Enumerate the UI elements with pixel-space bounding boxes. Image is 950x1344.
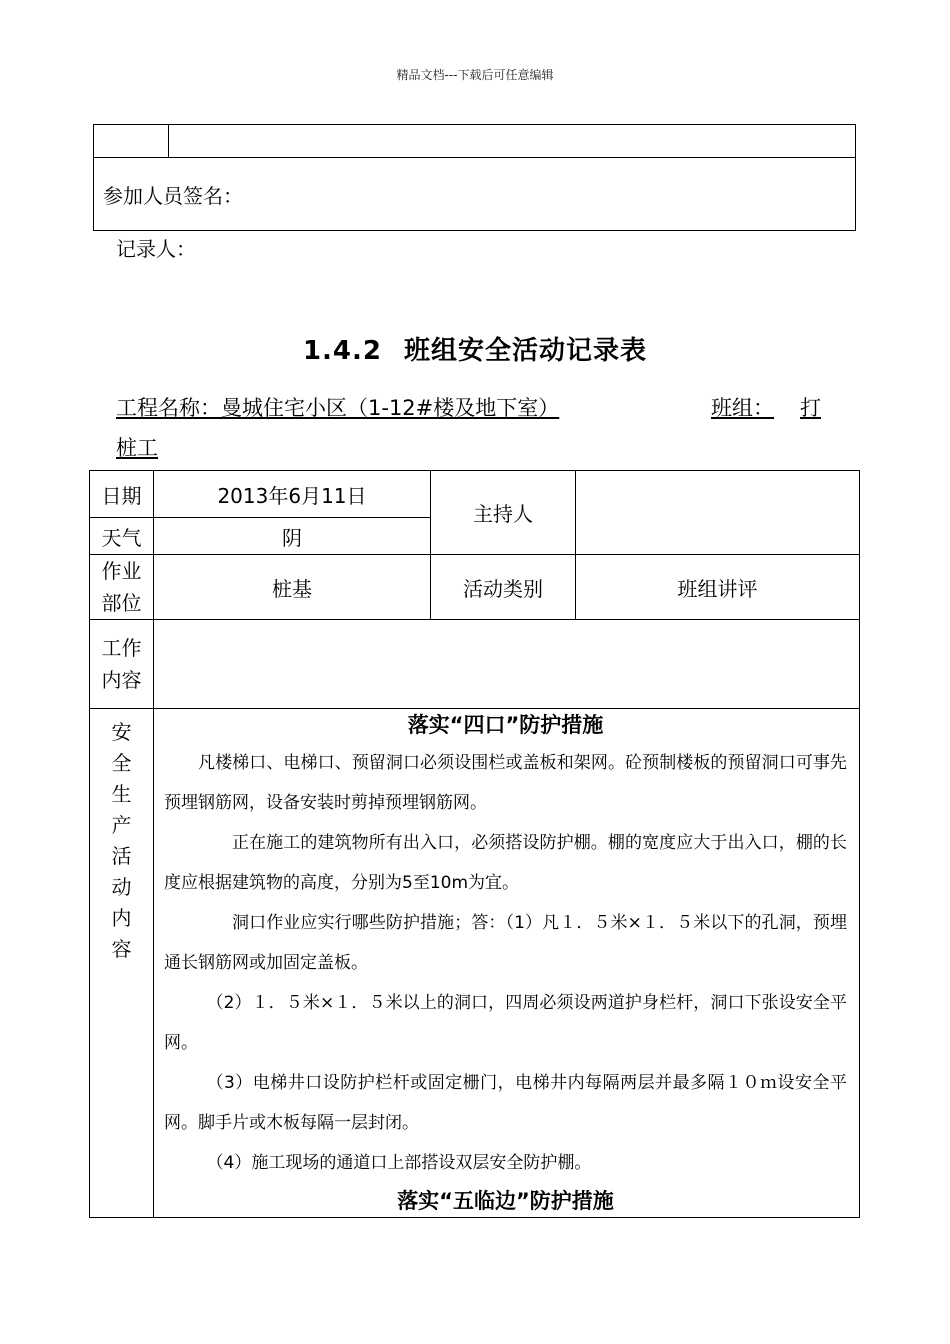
date-value: 2013年6月11日 [217,483,367,508]
section-title-five-edges: 落实“五临边”防护措施 [397,1189,614,1213]
signature-table [93,124,856,231]
weather-value: 阴 [282,525,302,550]
content-paragraph: （3）电梯井口设防护栏杆或固定栅门，电梯井内每隔两层并最多隔１０ｍ设安全平网。脚手片或木板每隔一层封闭。 [164,1073,847,1133]
work-value-cell [154,620,860,709]
date-label-cell [90,471,154,518]
team-value-part1: 打 [800,396,821,420]
weather-label-cell [90,518,154,555]
team-label: 班组： [711,396,774,420]
safety-label-char: 活 [111,844,132,868]
host-label: 主持人 [473,502,533,526]
safety-content-cell [154,709,860,1218]
location-value-cell [154,555,431,620]
location-label-cell [90,555,154,620]
team-value-part2: 桩工 [116,436,158,460]
location-label-line1: 作业 [101,559,142,583]
blank-cell [94,125,169,158]
work-label-line2: 内容 [101,668,142,692]
safety-label-char: 容 [111,937,132,961]
title-number: 1.4.2 [302,336,382,366]
team-info [711,388,821,428]
section-title-four-openings: 落实“四口”防护措施 [407,713,604,737]
activity-type-value-cell [576,555,860,620]
safety-label-char: 安 [111,720,132,744]
content-paragraph: 正在施工的建筑物所有出入口，必须搭设防护棚。棚的宽度应大于出入口，棚的长度应根据建筑物的高度，分别为5至10m为宜。 [164,833,847,893]
safety-activity-table [89,470,860,1218]
title-text: 班组安全活动记录表 [404,336,648,366]
content-paragraph: 洞口作业应实行哪些防护措施；答：（1）凡１．５米×１．５米以下的孔洞，预埋通长钢筋网或加固定盖板。 [164,913,847,973]
content-paragraph: （4）施工现场的通道口上部搭设双层安全防护棚。 [206,1153,592,1173]
safety-content-label-cell [90,709,154,1218]
activity-type-label-cell [431,555,576,620]
content-paragraph: 凡楼梯口、电梯口、预留洞口必须设围栏或盖板和架网。砼预制楼板的预留洞口可事先预埋钢筋网，设备安装时剪掉预埋钢筋网。 [164,753,847,813]
location-value: 桩基 [272,576,312,601]
recorder-label: 记录人： [116,237,196,261]
host-value-cell [576,471,860,555]
safety-label-char: 内 [111,906,132,930]
safety-label-char: 产 [111,813,132,837]
location-label-line2: 部位 [101,591,142,615]
safety-label-char: 动 [111,875,132,899]
project-info [116,388,821,468]
participant-signature-cell [94,158,856,231]
page-title [0,330,950,367]
project-name: 曼城住宅小区（1-12#楼及地下室） [221,396,560,420]
blank-cell [169,125,856,158]
content-paragraph: （2）１．５米×１．５米以上的洞口，四周必须设两道护身栏杆，洞口下张设安全平网。 [164,993,847,1053]
weather-value-cell [154,518,431,555]
activity-type-value: 班组讲评 [677,576,758,601]
page-header-note: 精品文档---下载后可任意编辑 [396,68,554,82]
host-label-cell [431,471,576,555]
participant-signature-label: 参加人员签名： [103,183,243,208]
work-label-cell [90,620,154,709]
safety-label-char: 生 [111,782,132,806]
work-label-line1: 工作 [101,636,142,660]
date-label: 日期 [101,483,142,508]
weather-label: 天气 [101,525,142,550]
project-label: 工程名称： [116,396,221,420]
date-value-cell [154,471,431,518]
safety-label-char: 全 [111,751,132,775]
activity-type-label: 活动类别 [463,576,543,601]
